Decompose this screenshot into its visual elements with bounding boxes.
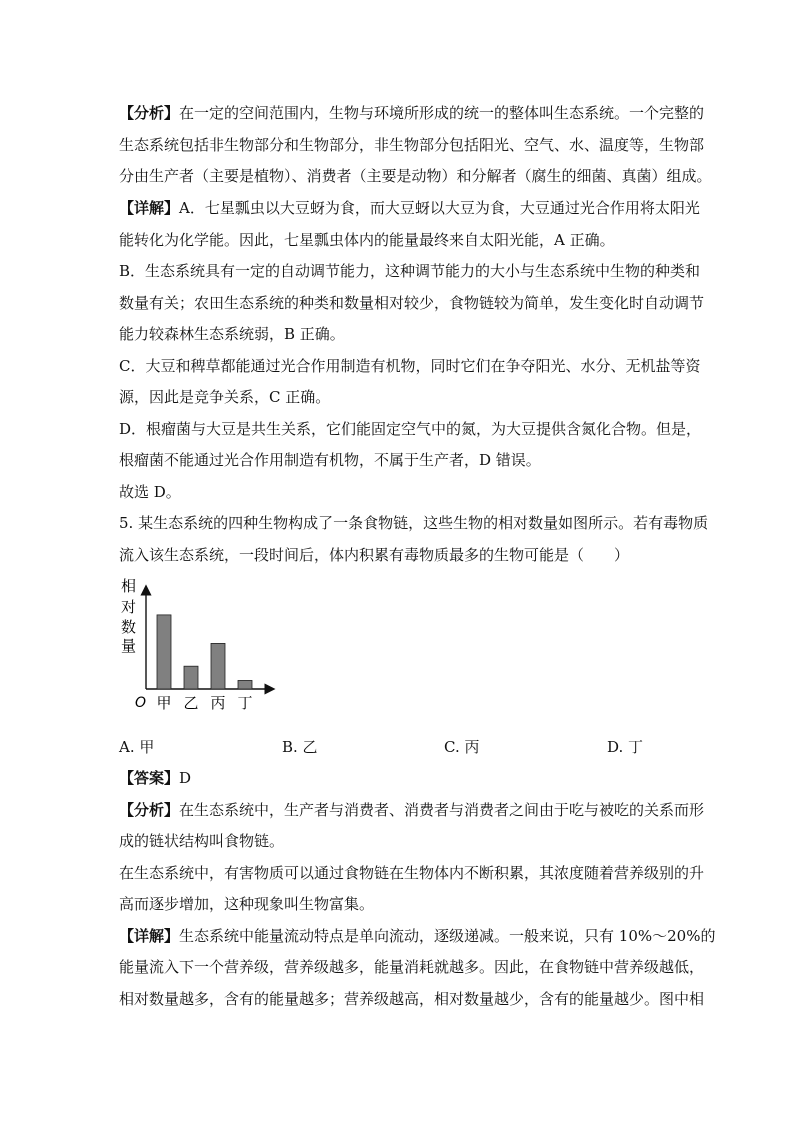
option-b[interactable]: B. 乙 <box>282 738 318 756</box>
bar-1 <box>157 615 171 689</box>
answer-line <box>119 768 191 788</box>
analysis2-line-4: 高而逐步增加，这种现象叫生物富集。 <box>119 895 375 913</box>
detail-line-7: 源，因此是竞争关系，C 正确。 <box>119 388 331 406</box>
ylabel-char-2: 对 <box>121 598 137 616</box>
bar-chart <box>118 576 278 716</box>
answer-tag: 【答案】 <box>119 769 180 787</box>
detail-tag: 【详解】 <box>119 199 180 217</box>
ylabel-char-3: 数 <box>121 618 137 636</box>
option-a[interactable]: A. 甲 <box>119 738 155 756</box>
detail-line-1: 【详解】A．七星瓢虫以大豆蚜为食，而大豆蚜以大豆为食，大豆通过光合作用将太阳光 <box>119 199 700 217</box>
x-tick-labels <box>156 694 252 712</box>
detail-line-2: 能转化为化学能。因此，七星瓢虫体内的能量最终来自太阳光能，A 正确。 <box>119 231 615 249</box>
detail2-line-3: 相对数量越多，含有的能量越多；营养级越高，相对数量越少，含有的能量越少。图中相 <box>119 990 705 1008</box>
detail2-tag: 【详解】 <box>119 927 180 945</box>
detail-line-6: C．大豆和稗草都能通过光合作用制造有机物，同时它们在争夺阳光、水分、无机盐等资 <box>119 357 701 375</box>
detail-line-9: 根瘤菌不能通过光合作用制造有机物，不属于生产者，D 错误。 <box>119 451 541 469</box>
detail-line-5: 能力较森林生态系统弱，B 正确。 <box>119 325 345 343</box>
bar-2 <box>184 666 198 689</box>
analysis-line-3: 分由生产者（主要是植物）、消费者（主要是动物）和分解者（腐生的细菌、真菌）组成。 <box>119 167 712 185</box>
analysis-tag: 【分析】 <box>119 104 180 122</box>
option-d[interactable]: D. 丁 <box>607 738 644 756</box>
x-tick-label: 乙 <box>183 694 199 712</box>
detail2-line-2: 能量流入下一个营养级，营养级越多，能量消耗就越多。因此，在食物链中营养级越低， <box>119 958 705 976</box>
x-tick-label: 甲 <box>156 694 172 712</box>
ylabel-char-1: 相 <box>121 577 137 595</box>
detail-line-10: 故选 D。 <box>119 483 181 501</box>
analysis2-line-2: 成的链状结构叫食物链。 <box>119 832 285 850</box>
bar-4 <box>238 680 252 689</box>
bar-chart-svg <box>118 576 278 716</box>
detail-line-3: B．生态系统具有一定的自动调节能力，这种调节能力的大小与生态系统中生物的种类和 <box>119 262 701 280</box>
answer-value: D <box>179 769 192 787</box>
analysis2-tag: 【分析】 <box>119 801 180 819</box>
question-line-2: 流入该生态系统，一段时间后，体内积累有毒物质最多的生物可能是（ ） <box>119 546 630 564</box>
bar-3 <box>211 643 225 689</box>
analysis-line-1: 【分析】在一定的空间范围内，生物与环境所形成的统一的整体叫生态系统。一个完整的 <box>119 104 705 122</box>
detail-line-4: 数量有关；农田生态系统的种类和数量相对较少，食物链较为简单，发生变化时自动调节 <box>119 294 705 312</box>
x-tick-label: 丁 <box>237 694 253 712</box>
x-tick-label: 丙 <box>210 694 226 712</box>
detail2-line-1: 【详解】生态系统中能量流动特点是单向流动，逐级递减。一般来说，只有 10%～20%的 <box>119 927 716 945</box>
detail-line-8: D．根瘤菌与大豆是共生关系，它们能固定空气中的氮，为大豆提供含氮化合物。但是， <box>119 420 702 438</box>
question-line-1: 5. 某生态系统的四种生物构成了一条食物链，这些生物的相对数量如图所示。若有毒物质 <box>119 514 709 532</box>
ylabel-char-4: 量 <box>121 637 137 655</box>
option-c[interactable]: C. 丙 <box>444 738 480 756</box>
origin-label: O <box>135 695 147 711</box>
analysis2-line-1: 【分析】在生态系统中，生产者与消费者、消费者与消费者之间由于吃与被吃的关系而形 <box>119 801 705 819</box>
analysis2-line-3: 在生态系统中，有害物质可以通过食物链在生物体内不断积累，其浓度随着营养级别的升 <box>119 864 705 882</box>
bars-group <box>157 615 252 689</box>
analysis-line-2: 生态系统包括非生物部分和生物部分，非生物部分包括阳光、空气、水、温度等，生物部 <box>119 136 705 154</box>
